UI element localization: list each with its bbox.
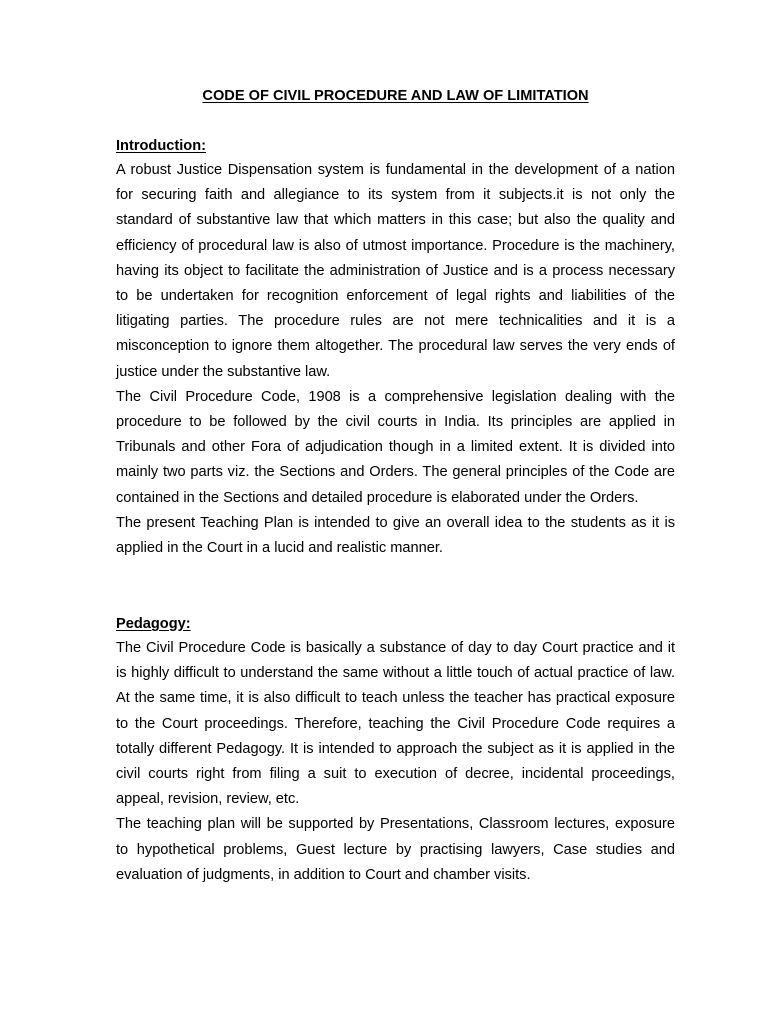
- document-title: CODE OF CIVIL PROCEDURE AND LAW OF LIMITATION: [202, 88, 589, 104]
- paragraph: The Civil Procedure Code is basically a substance of day to day Court practice and it is highly difficult to understand the same without a little touch of actual practice of law. At the same time, it is also difficult to teach unless the teacher has practical exposure to the Court proceedings. Therefore, teaching the Civil Procedure Code requires a totally different Pedagogy. It is intended to approach the subject as it is applied in the civil courts right from filing a suit to execution of decree, incidental proceedings, appeal, revision, review, etc.: [116, 640, 675, 808]
- paragraph: The present Teaching Plan is intended to give an overall idea to the students as it is applied in the Court in a lucid and realistic manner.: [116, 514, 675, 557]
- section-body-pedagogy: [116, 636, 675, 888]
- section-body-introduction: [116, 158, 675, 561]
- paragraph: The teaching plan will be supported by Presentations, Classroom lectures, exposure to hypothetical problems, Guest lecture by practising lawyers, Case studies and evaluation of judgments, in addition to Court and chamber visits.: [116, 816, 675, 883]
- section-heading-introduction: Introduction:: [116, 138, 206, 154]
- paragraph: A robust Justice Dispensation system is fundamental in the development of a nation for securing faith and allegiance to its system from it subjects.it is not only the standard of substantive law that which matters in this case; but also the quality and efficiency of procedural law is also of utmost importance. Procedure is the machinery, having its object to facilitate the administration of Justice and is a process necessary to be undertaken for recognition enforcement of legal rights and liabilities of the litigating parties. The procedure rules are not mere technicalities and it is a misconception to ignore them altogether. The procedural law serves the very ends of justice under the substantive law.: [116, 162, 675, 380]
- section-heading-pedagogy: Pedagogy:: [116, 616, 191, 632]
- paragraph: The Civil Procedure Code, 1908 is a comprehensive legislation dealing with the procedure to be followed by the civil courts in India. Its principles are applied in Tribunals and other Fora of adjudication though in a limited extent. It is divided into mainly two parts viz. the Sections and Orders. The general principles of the Code are contained in the Sections and detailed procedure is elaborated under the Orders.: [116, 388, 675, 506]
